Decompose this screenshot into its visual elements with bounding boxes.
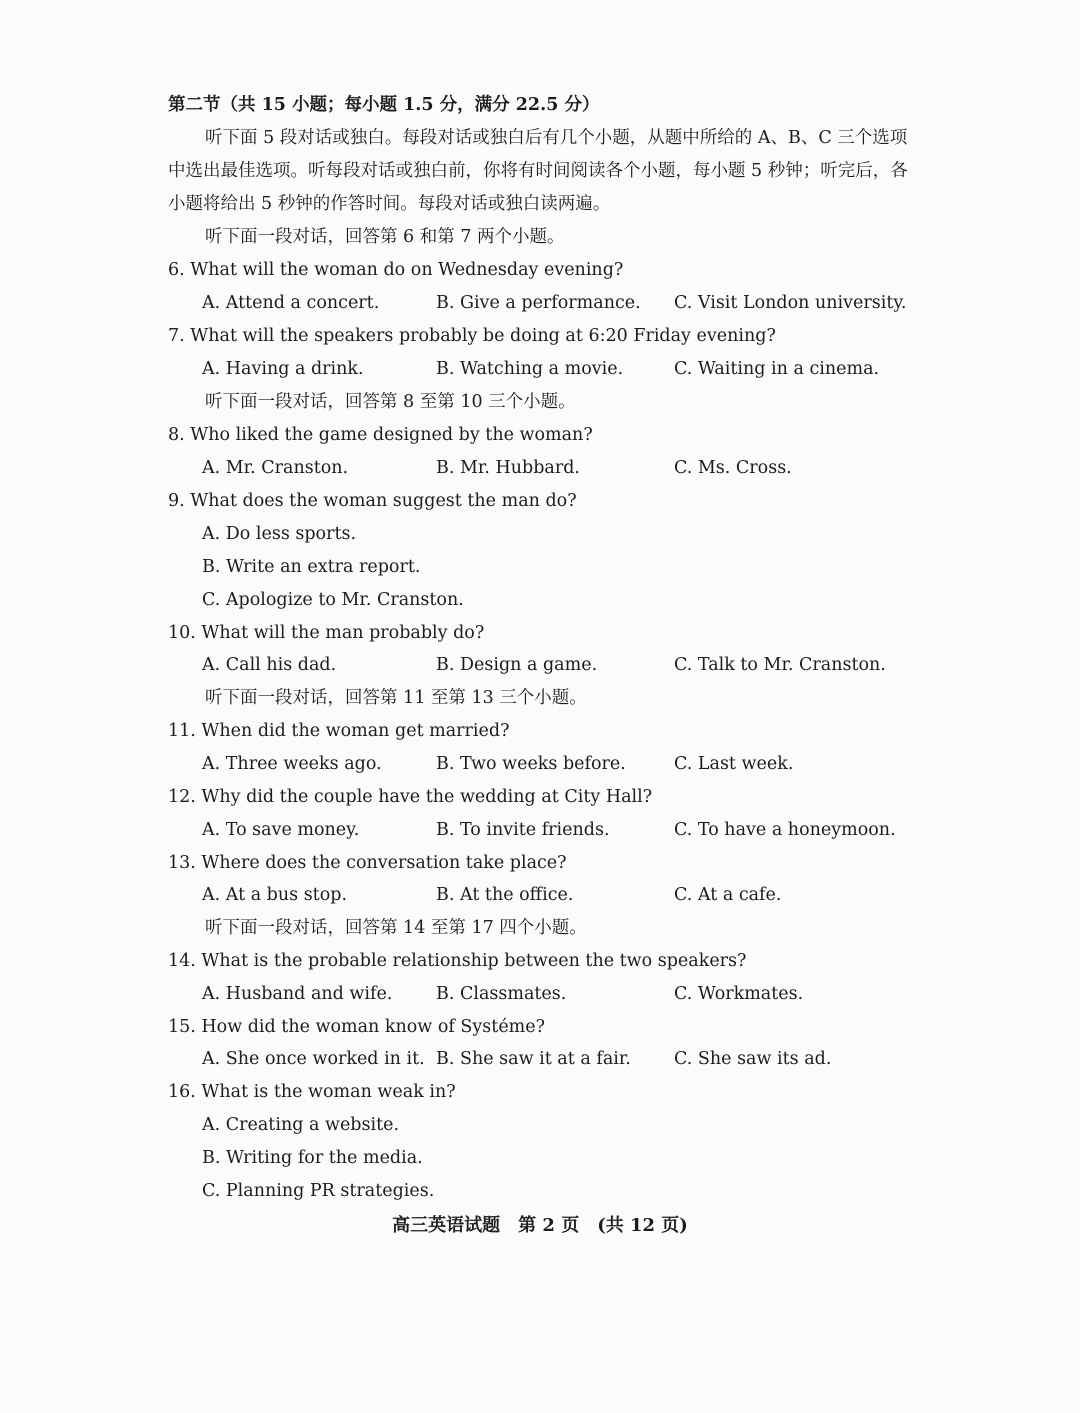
question-8: 8. Who liked the game designed by the woman? — [168, 425, 593, 445]
q16-option-b: B. Writing for the media. — [202, 1148, 423, 1168]
q7-option-a: A. Having a drink. — [202, 359, 364, 379]
q6-option-a: A. Attend a concert. — [202, 293, 380, 313]
q9-option-c: C. Apologize to Mr. Cranston. — [202, 590, 464, 610]
q10-option-b: B. Design a game. — [436, 655, 598, 675]
q13-option-c: C. At a cafe. — [674, 885, 782, 905]
q16-option-a: A. Creating a website. — [202, 1115, 400, 1135]
question-9: 9. What does the woman suggest the man do? — [168, 491, 577, 511]
question-7: 7. What will the speakers probably be doing at 6:20 Friday evening? — [168, 326, 776, 346]
q8-option-c: C. Ms. Cross. — [674, 458, 792, 478]
section-heading: 第二节（共 15 小题；每小题 1.5 分，满分 22.5 分） — [168, 95, 600, 115]
q11-option-c: C. Last week. — [674, 754, 794, 774]
question-14: 14. What is the probable relationship between the two speakers? — [168, 951, 747, 971]
instruction-line-2: 中选出最佳选项。听每段对话或独白前，你将有时间阅读各个小题，每小题 5 秒钟；听完后，各 — [168, 161, 908, 181]
q7-option-b: B. Watching a movie. — [436, 359, 624, 379]
q11-option-b: B. Two weeks before. — [436, 754, 626, 774]
q12-option-b: B. To invite friends. — [436, 820, 610, 840]
direction-q14-17: 听下面一段对话，回答第 14 至第 17 四个小题。 — [205, 918, 587, 938]
q14-option-c: C. Workmates. — [674, 984, 804, 1004]
direction-q6-7: 听下面一段对话，回答第 6 和第 7 两个小题。 — [205, 227, 565, 247]
question-15: 15. How did the woman know of Systéme? — [168, 1017, 546, 1037]
question-13: 13. Where does the conversation take place? — [168, 853, 567, 873]
q12-option-a: A. To save money. — [202, 820, 360, 840]
q9-option-b: B. Write an extra report. — [202, 557, 421, 577]
q9-option-a: A. Do less sports. — [202, 524, 357, 544]
question-10: 10. What will the man probably do? — [168, 623, 485, 643]
instruction-line-1: 听下面 5 段对话或独白。每段对话或独白后有几个小题，从题中所给的 A、B、C 三个选项 — [205, 128, 908, 148]
question-12: 12. Why did the couple have the wedding at City Hall? — [168, 787, 653, 807]
q8-option-a: A. Mr. Cranston. — [202, 458, 349, 478]
q6-option-b: B. Give a performance. — [436, 293, 641, 313]
question-16: 16. What is the woman weak in? — [168, 1082, 456, 1102]
direction-q11-13: 听下面一段对话，回答第 11 至第 13 三个小题。 — [205, 688, 587, 708]
q12-option-c: C. To have a honeymoon. — [674, 820, 896, 840]
question-6: 6. What will the woman do on Wednesday evening? — [168, 260, 624, 280]
q6-option-c: C. Visit London university. — [674, 293, 907, 313]
q15-option-a: A. She once worked in it. — [202, 1049, 425, 1069]
q15-option-c: C. She saw its ad. — [674, 1049, 832, 1069]
q10-option-a: A. Call his dad. — [202, 655, 337, 675]
q10-option-c: C. Talk to Mr. Cranston. — [674, 655, 886, 675]
q8-option-b: B. Mr. Hubbard. — [436, 458, 580, 478]
direction-q8-10: 听下面一段对话，回答第 8 至第 10 三个小题。 — [205, 392, 576, 412]
q16-option-c: C. Planning PR strategies. — [202, 1181, 435, 1201]
q7-option-c: C. Waiting in a cinema. — [674, 359, 880, 379]
q15-option-b: B. She saw it at a fair. — [436, 1049, 631, 1069]
q14-option-b: B. Classmates. — [436, 984, 567, 1004]
q13-option-a: A. At a bus stop. — [202, 885, 348, 905]
q11-option-a: A. Three weeks ago. — [202, 754, 382, 774]
question-11: 11. When did the woman get married? — [168, 721, 510, 741]
q14-option-a: A. Husband and wife. — [202, 984, 393, 1004]
page-footer: 高三英语试题 第 2 页 (共 12 页) — [392, 1215, 688, 1236]
instruction-line-3: 小题将给出 5 秒钟的作答时间。每段对话或独白读两遍。 — [168, 194, 611, 214]
q13-option-b: B. At the office. — [436, 885, 574, 905]
